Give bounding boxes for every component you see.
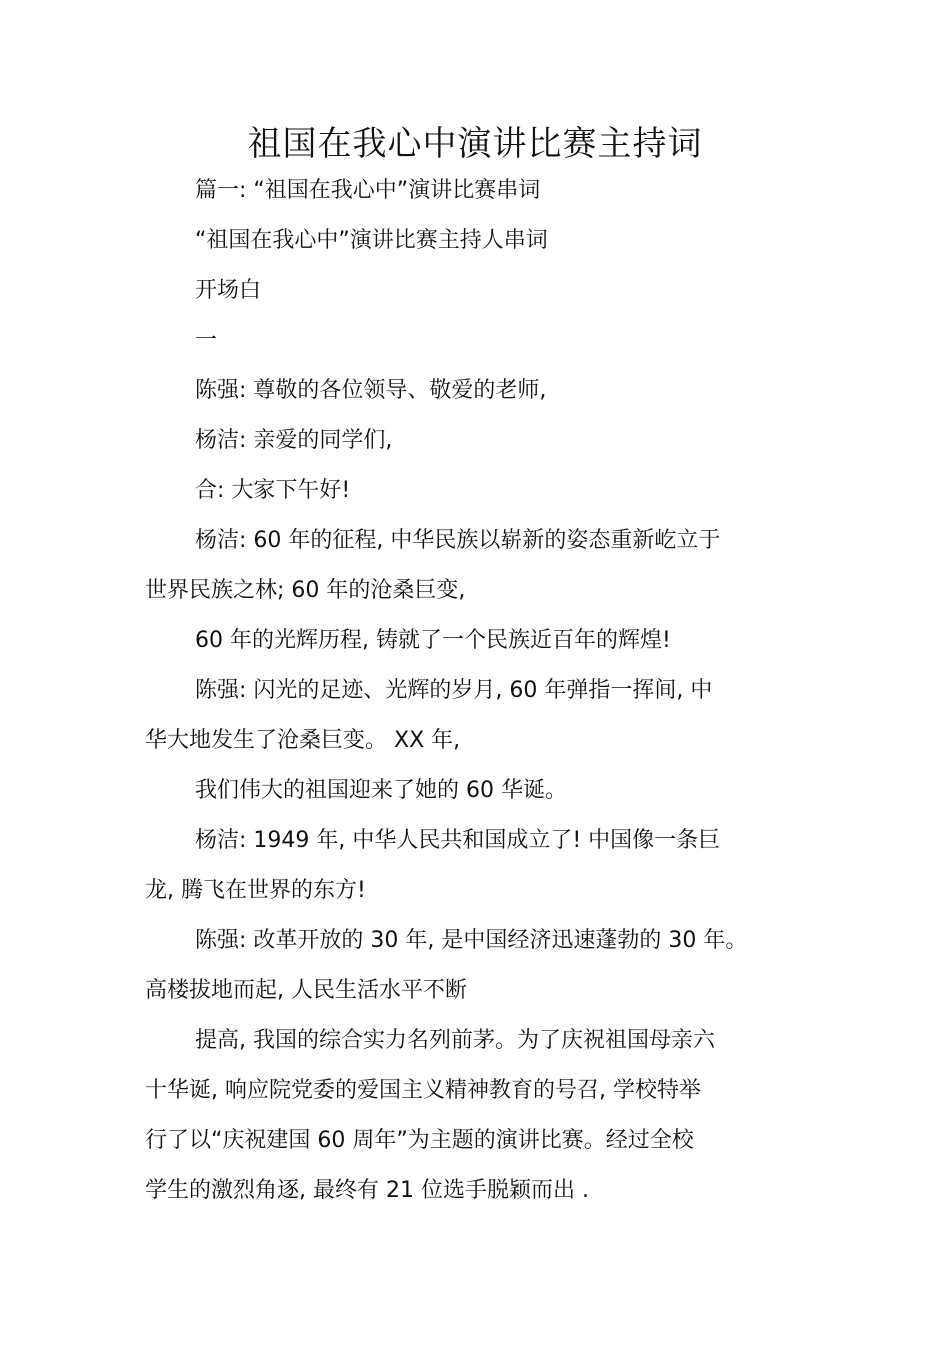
text-line: 陈强: 改革开放的 30 年, 是中国经济迅速蓬勃的 30 年。 [195,928,748,953]
text-line: 合: 大家下午好! [195,478,351,503]
text-line: “祖国在我心中”演讲比赛主持人串词 [195,228,548,253]
document-title: 祖国在我心中演讲比赛主持词 [247,124,703,164]
text-line: 学生的激烈角逐, 最终有 21 位选手脱颖而出 . [145,1178,589,1203]
text-line: 杨洁: 1949 年, 中华人民共和国成立了! 中国像一条巨 [195,828,721,853]
text-line: 十华诞, 响应院党委的爱国主义精神教育的号召, 学校特举 [145,1078,701,1103]
text-line: 行了以“庆祝建国 60 周年”为主题的演讲比赛。经过全校 [145,1128,694,1153]
text-line: 一 [195,328,218,353]
text-line: 提高, 我国的综合实力名列前茅。为了庆祝祖国母亲六 [195,1028,715,1053]
text-line: 杨洁: 亲爱的同学们, [195,428,393,453]
text-line: 60 年的光辉历程, 铸就了一个民族近百年的辉煌! [195,628,671,653]
text-line: 华大地发生了沧桑巨变。 XX 年, [145,728,461,753]
text-line: 龙, 腾飞在世界的东方! [145,878,366,903]
text-line: 杨洁: 60 年的征程, 中华民族以崭新的姿态重新屹立于 [195,528,721,553]
text-line: 陈强: 闪光的足迹、光辉的岁月, 60 年弹指一挥间, 中 [195,678,713,703]
text-line: 篇一: “祖国在我心中”演讲比赛串词 [195,178,541,203]
text-line: 世界民族之林; 60 年的沧桑巨变, [145,578,466,603]
text-line: 我们伟大的祖国迎来了她的 60 华诞。 [195,778,567,803]
text-line: 开场白 [195,278,262,303]
text-line: 陈强: 尊敬的各位领导、敬爱的老师, [195,378,547,403]
text-line: 高楼拔地而起, 人民生活水平不断 [145,978,467,1003]
